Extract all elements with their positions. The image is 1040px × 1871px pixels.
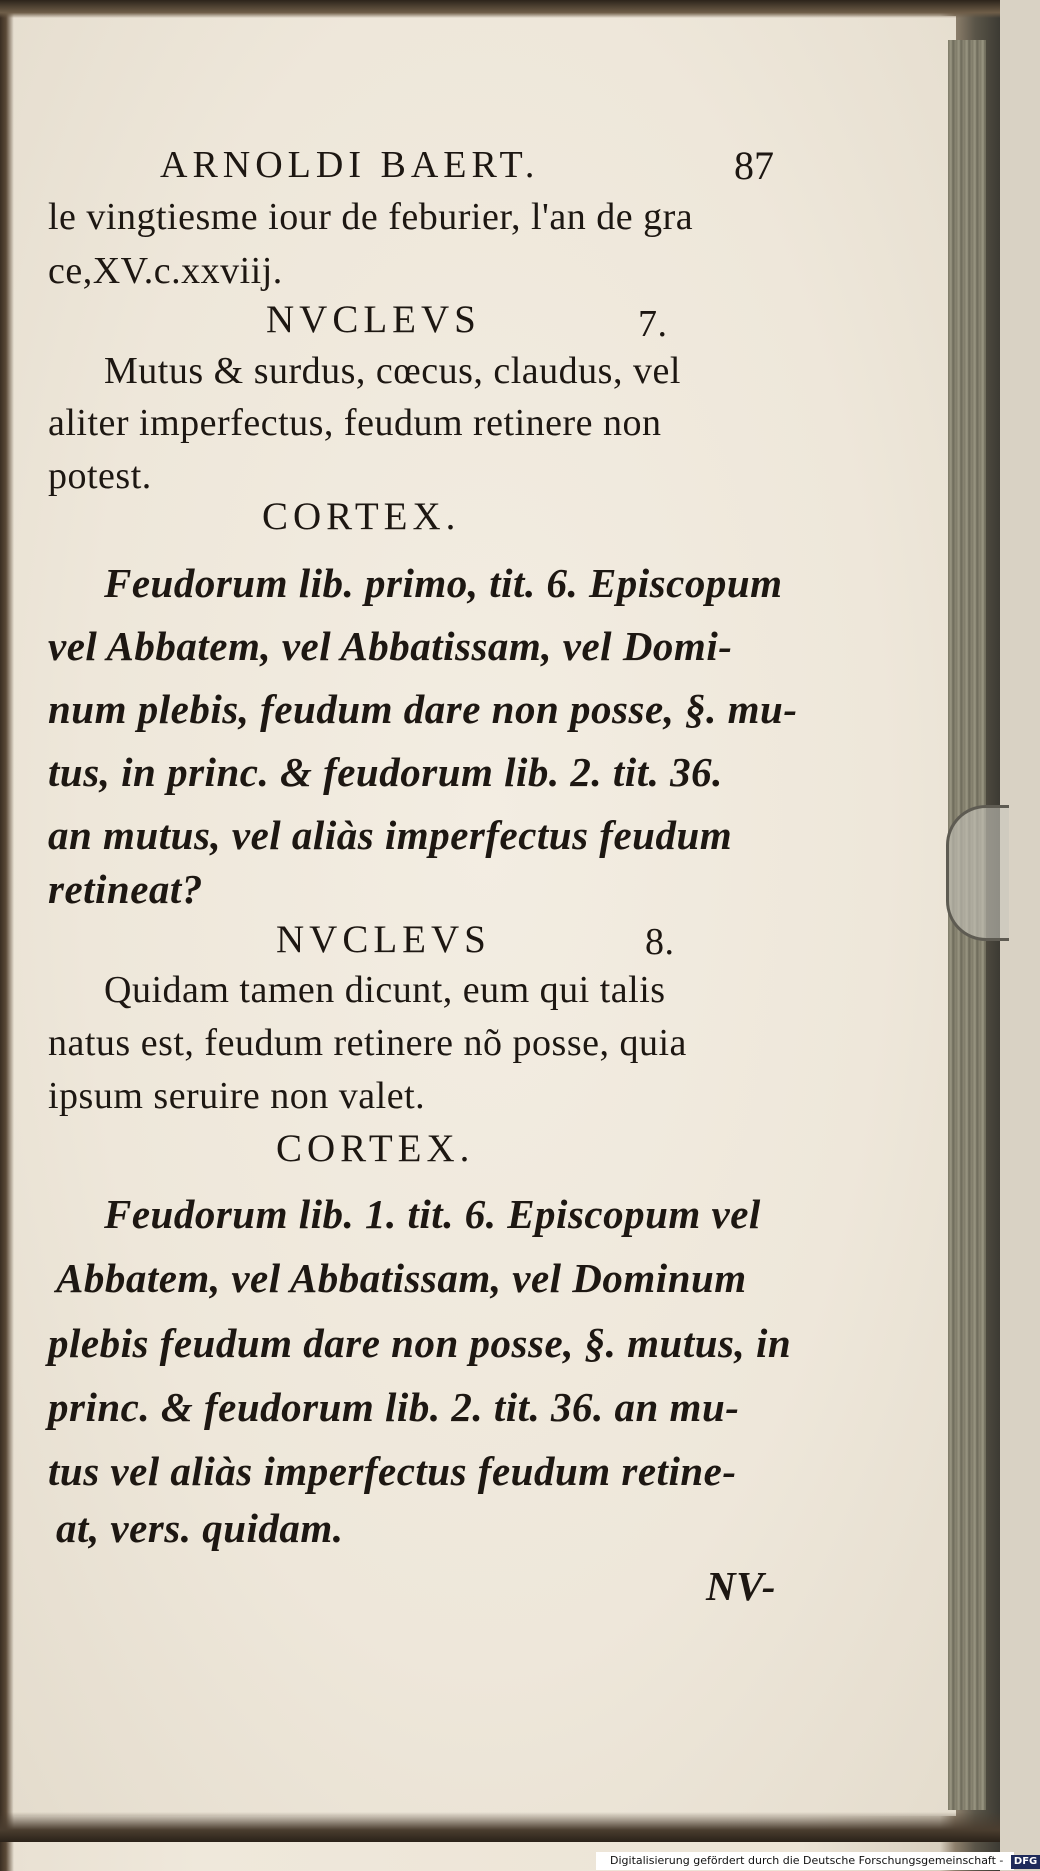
text-line: tus, in princ. & feudorum lib. 2. tit. 36. xyxy=(48,749,723,795)
section-heading-nucleus: NVCLEVS xyxy=(276,918,491,961)
digitization-credit xyxy=(596,1852,1038,1870)
section-number: 8. xyxy=(645,921,675,963)
credit-text: Digitalisierung gefördert durch die Deutsche Forschungsgemeinschaft - xyxy=(610,1854,1004,1867)
section-number: 7. xyxy=(638,303,668,345)
text-line: ipsum seruire non valet. xyxy=(48,1075,426,1117)
text-line: at, vers. quidam. xyxy=(56,1505,344,1551)
text-line: ce,XV.c.xxviij. xyxy=(48,250,283,292)
text-line: Abbatem, vel Abbatissam, vel Dominum xyxy=(56,1255,747,1301)
text-line: aliter imperfectus, feudum retinere non xyxy=(48,402,662,444)
text-line: Feudorum lib. primo, tit. 6. Episcopum xyxy=(104,560,783,606)
dfg-logo: DFG xyxy=(1011,1855,1040,1869)
section-heading-cortex: CORTEX. xyxy=(262,495,461,538)
text-line: plebis feudum dare non posse, §. mutus, in xyxy=(48,1320,792,1366)
text-line: Feudorum lib. 1. tit. 6. Episcopum vel xyxy=(104,1191,761,1237)
text-line: tus vel aliàs imperfectus feudum retine- xyxy=(48,1448,737,1494)
text-line: num plebis, feudum dare non posse, §. mu- xyxy=(48,686,798,732)
running-title: ARNOLDI BAERT. xyxy=(160,144,540,186)
page-number: 87 xyxy=(734,143,774,188)
text-line: Quidam tamen dicunt, eum qui talis xyxy=(104,969,666,1011)
catchword: NV- xyxy=(706,1563,776,1609)
text-line: an mutus, vel aliàs imperfectus feudum xyxy=(48,812,733,858)
text-line: retineat? xyxy=(48,866,203,912)
text-line: le vingtiesme iour de feburier, l'an de gra xyxy=(48,196,694,238)
book-clasp xyxy=(946,805,1009,941)
text-line: potest. xyxy=(48,455,152,497)
text-line: vel Abbatem, vel Abbatissam, vel Domi- xyxy=(48,623,733,669)
section-heading-cortex: CORTEX. xyxy=(276,1127,475,1170)
text-line: princ. & feudorum lib. 2. tit. 36. an mu- xyxy=(48,1384,740,1430)
section-heading-nucleus: NVCLEVS xyxy=(266,298,481,341)
text-line: Mutus & surdus, cœcus, claudus, vel xyxy=(104,350,681,392)
bottom-shadow xyxy=(0,1812,1000,1842)
top-shadow xyxy=(0,0,1000,18)
text-line: natus est, feudum retinere nõ posse, quia xyxy=(48,1022,687,1064)
